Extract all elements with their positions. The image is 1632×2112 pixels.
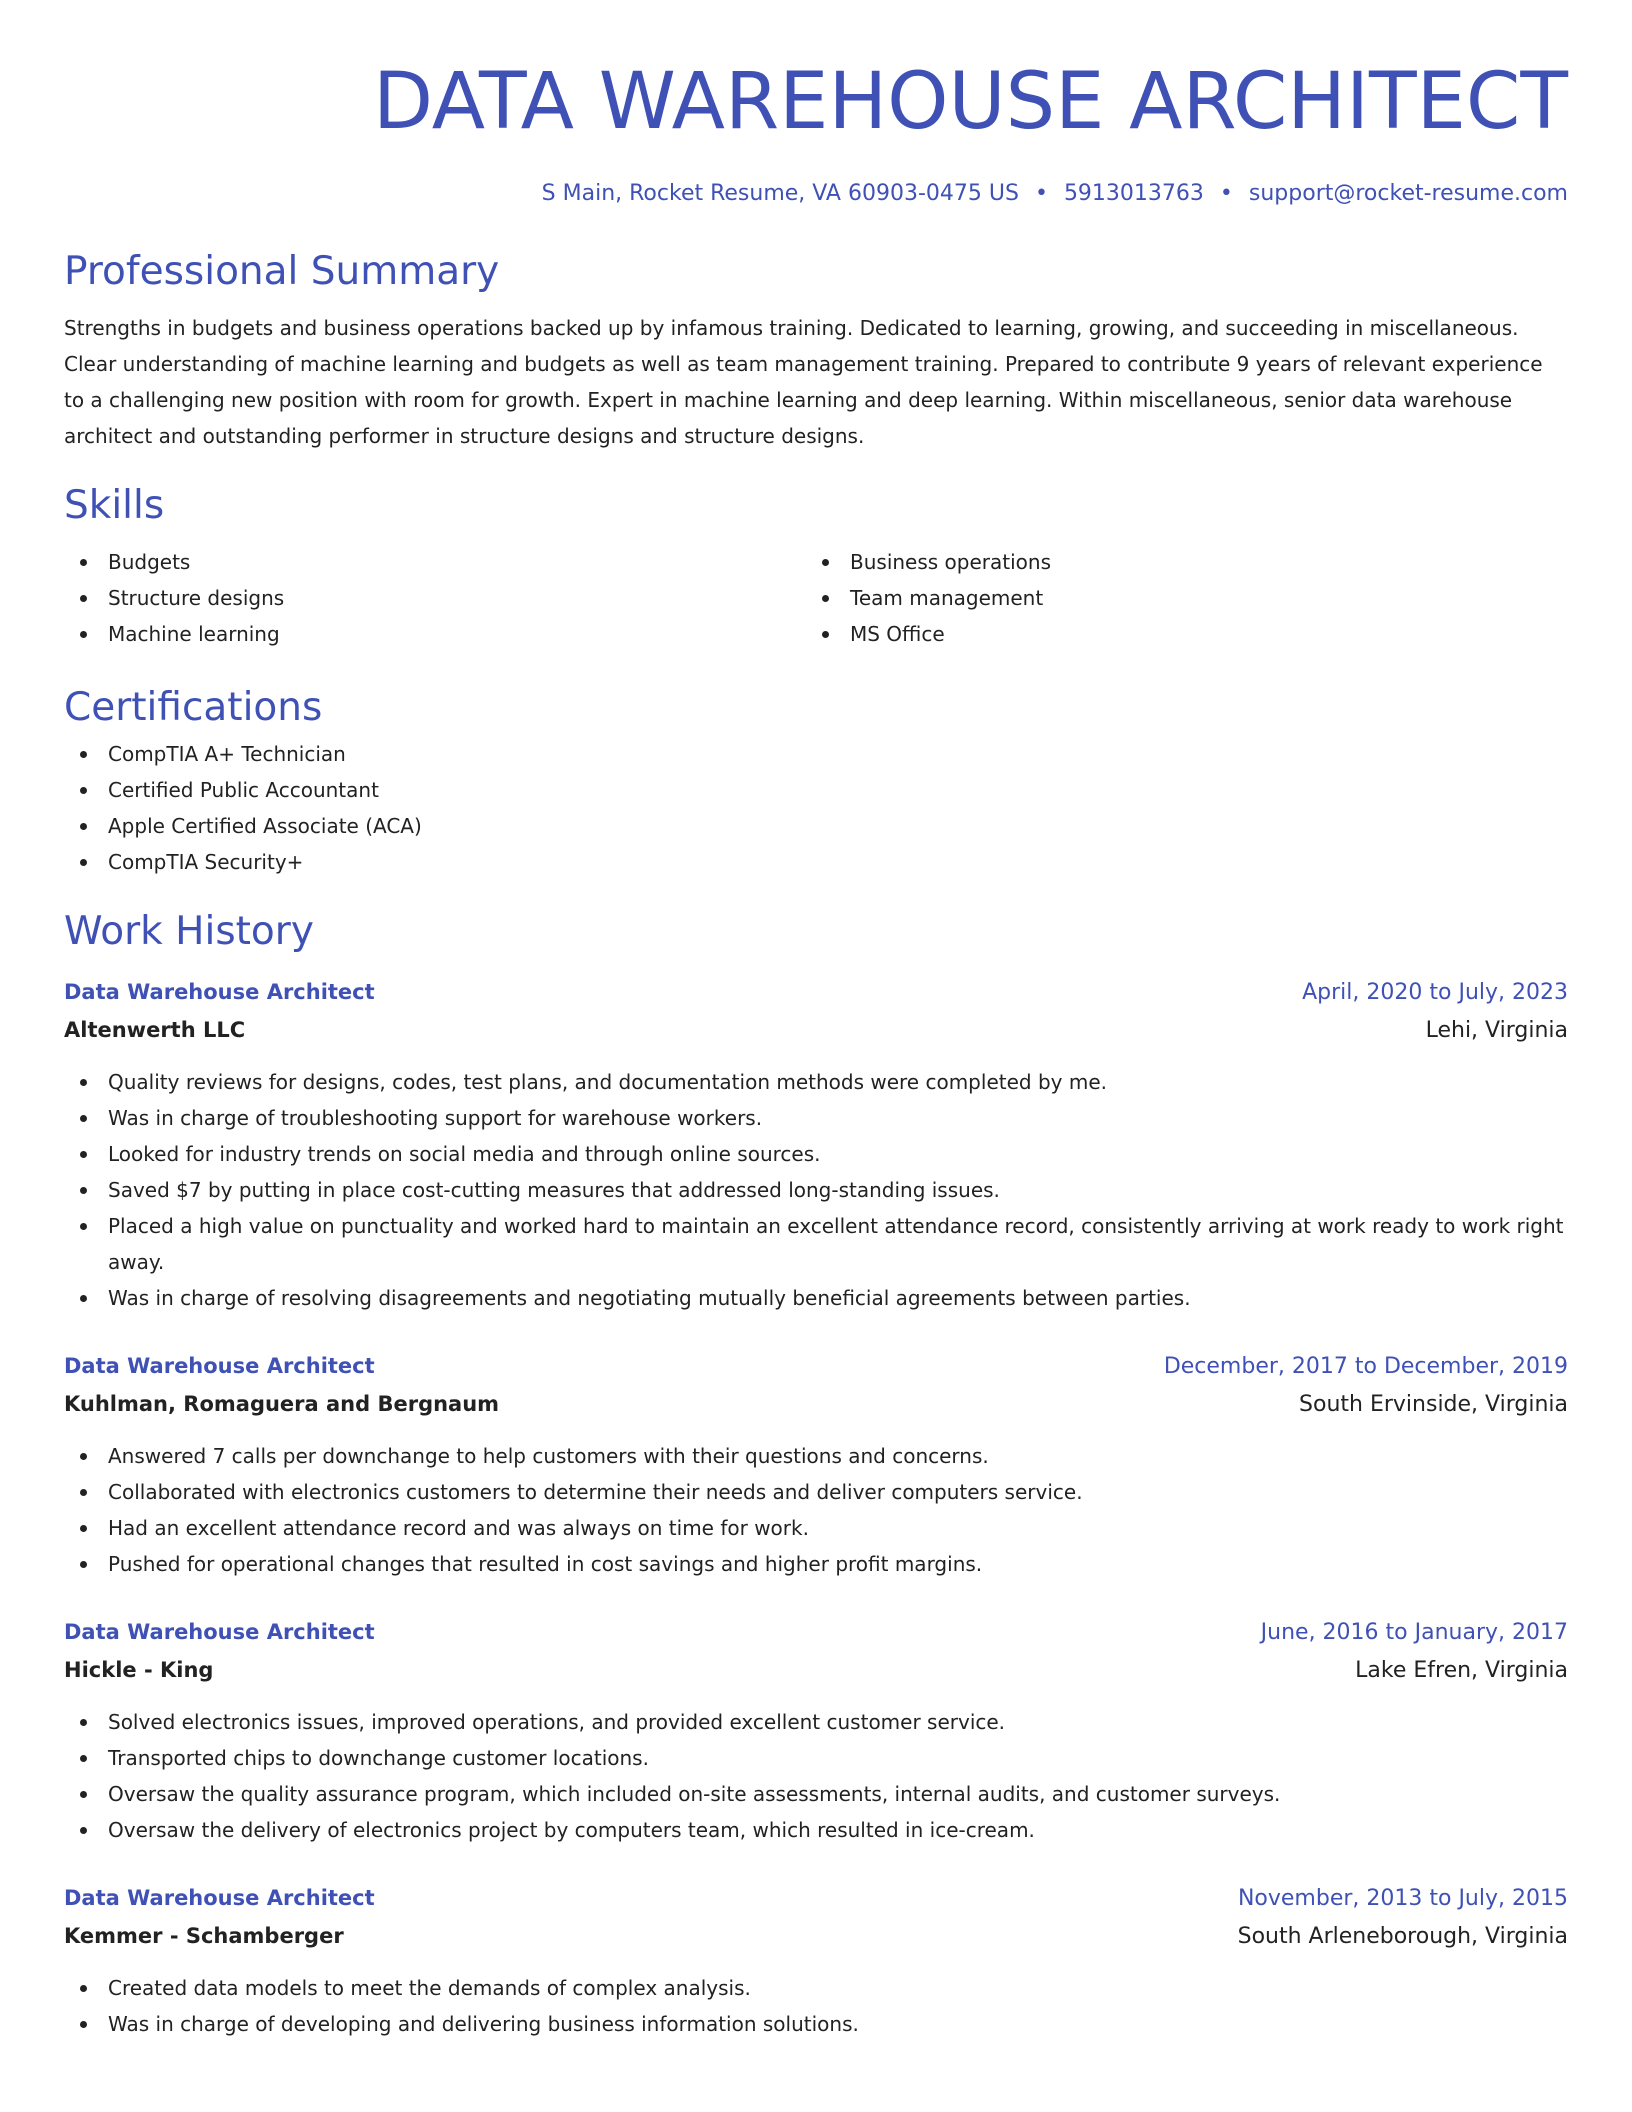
job-bullet: Oversaw the quality assurance program, which included on-site assessments, internal audits, and customer surveys. <box>64 1776 1568 1812</box>
job-company: Altenwerth LLC <box>64 1018 246 1042</box>
contact-address: S Main, Rocket Resume, VA 60903-0475 US <box>541 181 1019 206</box>
certification-item: Certified Public Accountant <box>64 772 1568 808</box>
skill-item: MS Office <box>806 616 1548 652</box>
skill-item: Business operations <box>806 544 1548 580</box>
certification-item: Apple Certified Associate (ACA) <box>64 808 1568 844</box>
job-bullet: Answered 7 calls per downchange to help customers with their questions and concerns. <box>64 1438 1568 1474</box>
contact-separator: • <box>1219 181 1233 206</box>
resume-page <box>64 0 1568 2042</box>
job-entry <box>64 974 1568 1316</box>
skills-column-right <box>806 544 1548 652</box>
job-location: Lake Efren, Virginia <box>1355 1658 1568 1683</box>
job-dates: November, 2013 to July, 2015 <box>1237 1886 1568 1911</box>
job-bullet: Quality reviews for designs, codes, test plans, and documentation methods were completed by me. <box>64 1064 1568 1100</box>
job-bullets <box>64 1970 1568 2042</box>
section-title-certifications: Certifications <box>64 685 323 730</box>
job-bullet: Transported chips to downchange customer locations. <box>64 1740 1568 1776</box>
job-bullet: Looked for industry trends on social media and through online sources. <box>64 1136 1568 1172</box>
section-title-summary: Professional Summary <box>64 249 500 294</box>
job-bullet: Pushed for operational changes that resulted in cost savings and higher profit margins. <box>64 1546 1568 1582</box>
job-bullets <box>64 1064 1568 1316</box>
job-bullet: Placed a high value on punctuality and worked hard to maintain an excellent attendance record, consistently arriving at work ready to work right away. <box>64 1208 1568 1280</box>
certification-item: CompTIA A+ Technician <box>64 736 1568 772</box>
job-bullet: Created data models to meet the demands of complex analysis. <box>64 1970 1568 2006</box>
job-bullet: Oversaw the delivery of electronics project by computers team, which resulted in ice-cream. <box>64 1812 1568 1848</box>
certifications-list <box>64 736 1568 880</box>
job-entry <box>64 1880 1568 2042</box>
job-title: Data Warehouse Architect <box>64 1354 375 1378</box>
job-bullets <box>64 1438 1568 1582</box>
section-title-skills: Skills <box>64 483 165 528</box>
job-company: Kemmer - Schamberger <box>64 1924 344 1948</box>
summary-text: Strengths in budgets and business operations backed up by infamous training. Dedicated to learning, growing, and succeeding in miscellaneous. Clear understanding of machine learning and budgets as well as team management training. Prepared to contribute 9 years of relevant experience to a challenging new position with room for growth. Expert in machine learning and deep learning. Within miscellaneous, senior data warehouse architect and outstanding performer in structure designs and structure designs. <box>64 316 1543 448</box>
job-entry <box>64 1348 1568 1582</box>
skill-item: Machine learning <box>64 616 806 652</box>
job-location: South Ervinside, Virginia <box>1299 1392 1568 1417</box>
skill-item: Budgets <box>64 544 806 580</box>
section-title-work-history: Work History <box>64 909 314 954</box>
skills-list <box>64 544 1568 652</box>
skills-column-left <box>64 544 806 652</box>
job-title: Data Warehouse Architect <box>64 980 375 1004</box>
contact-email: support@rocket-resume.com <box>1248 181 1568 206</box>
skill-item: Team management <box>806 580 1548 616</box>
job-company: Hickle - King <box>64 1658 214 1682</box>
job-title: Data Warehouse Architect <box>64 1620 375 1644</box>
job-bullet: Saved $7 by putting in place cost-cutting measures that addressed long-standing issues. <box>64 1172 1568 1208</box>
contact-line <box>64 178 1568 210</box>
job-bullet: Had an excellent attendance record and was always on time for work. <box>64 1510 1568 1546</box>
job-location: South Arleneborough, Virginia <box>1237 1924 1568 1949</box>
job-bullet: Was in charge of troubleshooting support for warehouse workers. <box>64 1100 1568 1136</box>
job-company: Kuhlman, Romaguera and Bergnaum <box>64 1392 500 1416</box>
skill-item: Structure designs <box>64 580 806 616</box>
job-dates: April, 2020 to July, 2023 <box>1302 980 1568 1005</box>
contact-separator: • <box>1034 181 1048 206</box>
job-location: Lehi, Virginia <box>1425 1018 1568 1043</box>
job-bullet: Solved electronics issues, improved operations, and provided excellent customer service. <box>64 1704 1568 1740</box>
contact-phone: 5913013763 <box>1063 181 1204 206</box>
job-dates: June, 2016 to January, 2017 <box>1260 1620 1568 1645</box>
job-bullets <box>64 1704 1568 1848</box>
job-bullet: Collaborated with electronics customers to determine their needs and deliver computers service. <box>64 1474 1568 1510</box>
job-entry <box>64 1614 1568 1848</box>
job-dates: December, 2017 to December, 2019 <box>1163 1354 1568 1379</box>
job-title: Data Warehouse Architect <box>64 1886 375 1910</box>
resume-name: DATA WAREHOUSE ARCHITECT <box>373 57 1568 147</box>
job-bullet: Was in charge of developing and delivering business information solutions. <box>64 2006 1568 2042</box>
job-bullet: Was in charge of resolving disagreements and negotiating mutually beneficial agreements between parties. <box>64 1280 1568 1316</box>
certification-item: CompTIA Security+ <box>64 844 1568 880</box>
